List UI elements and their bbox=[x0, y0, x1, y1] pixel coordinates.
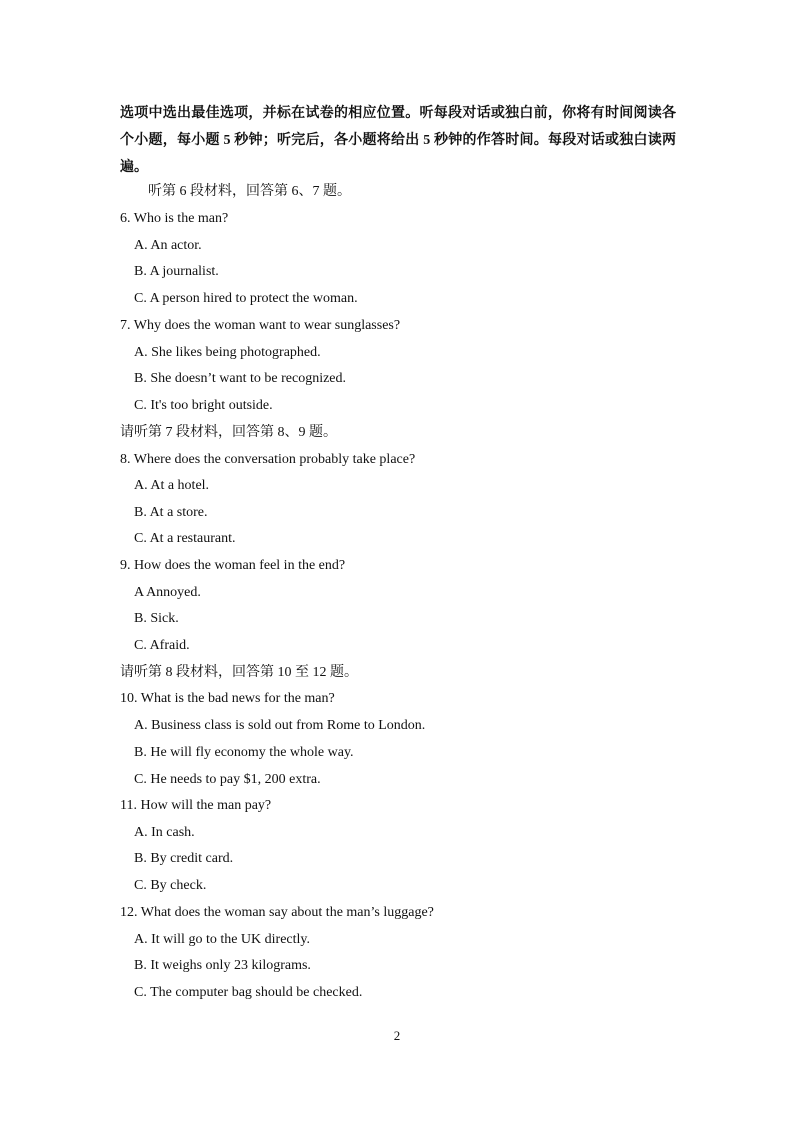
question-10-option-a: A. Business class is sold out from Rome to London. bbox=[134, 718, 426, 733]
section-heading-8: 请听第 8 段材料，回答第 10 至 12 题。 bbox=[120, 665, 358, 680]
question-9-option-a: A Annoyed. bbox=[134, 585, 201, 600]
question-11-option-b: B. By credit card. bbox=[134, 851, 234, 866]
question-11-option-a: A. In cash. bbox=[134, 825, 195, 840]
question-7: 7. Why does the woman want to wear sunglasses? bbox=[120, 318, 401, 333]
question-7-option-b: B. She doesn’t want to be recognized. bbox=[134, 371, 347, 386]
question-12-option-c: C. The computer bag should be checked. bbox=[134, 985, 363, 1000]
question-6-option-c: C. A person hired to protect the woman. bbox=[134, 291, 358, 306]
question-8-option-c: C. At a restaurant. bbox=[134, 531, 236, 546]
question-8-option-b: B. At a store. bbox=[134, 505, 208, 520]
question-10-option-b: B. He will fly economy the whole way. bbox=[134, 745, 354, 760]
question-11: 11. How will the man pay? bbox=[120, 798, 272, 813]
question-8-option-a: A. At a hotel. bbox=[134, 478, 210, 493]
question-11-option-c: C. By check. bbox=[134, 878, 207, 893]
question-8: 8. Where does the conversation probably take place? bbox=[120, 452, 416, 467]
question-9-option-b: B. Sick. bbox=[134, 611, 179, 626]
question-6-option-a: A. An actor. bbox=[134, 238, 202, 253]
question-9: 9. How does the woman feel in the end? bbox=[120, 558, 346, 573]
page-number: 2 bbox=[393, 1028, 401, 1043]
question-12: 12. What does the woman say about the man’s luggage? bbox=[120, 905, 434, 920]
question-6: 6. Who is the man? bbox=[120, 211, 229, 226]
question-12-option-a: A. It will go to the UK directly. bbox=[134, 932, 311, 947]
question-7-option-c: C. It's too bright outside. bbox=[134, 398, 273, 413]
question-10-option-c: C. He needs to pay $1, 200 extra. bbox=[134, 772, 321, 787]
section-heading-7: 请听第 7 段材料，回答第 8、9 题。 bbox=[120, 425, 337, 440]
question-9-option-c: C. Afraid. bbox=[134, 638, 190, 653]
instructions-paragraph: 选项中选出最佳选项，并标在试卷的相应位置。听每段对话或独白前，你将有时间阅读各个小题，每小题 5 秒钟；听完后，各小题将给出 5 秒钟的作答时间。每段对话或独白读两遍。 bbox=[120, 106, 676, 175]
question-7-option-a: A. She likes being photographed. bbox=[134, 345, 321, 360]
question-6-option-b: B. A journalist. bbox=[134, 264, 219, 279]
question-12-option-b: B. It weighs only 23 kilograms. bbox=[134, 958, 311, 973]
question-10: 10. What is the bad news for the man? bbox=[120, 691, 335, 706]
section-heading-6: 听第 6 段材料，回答第 6、7 题。 bbox=[148, 184, 351, 199]
